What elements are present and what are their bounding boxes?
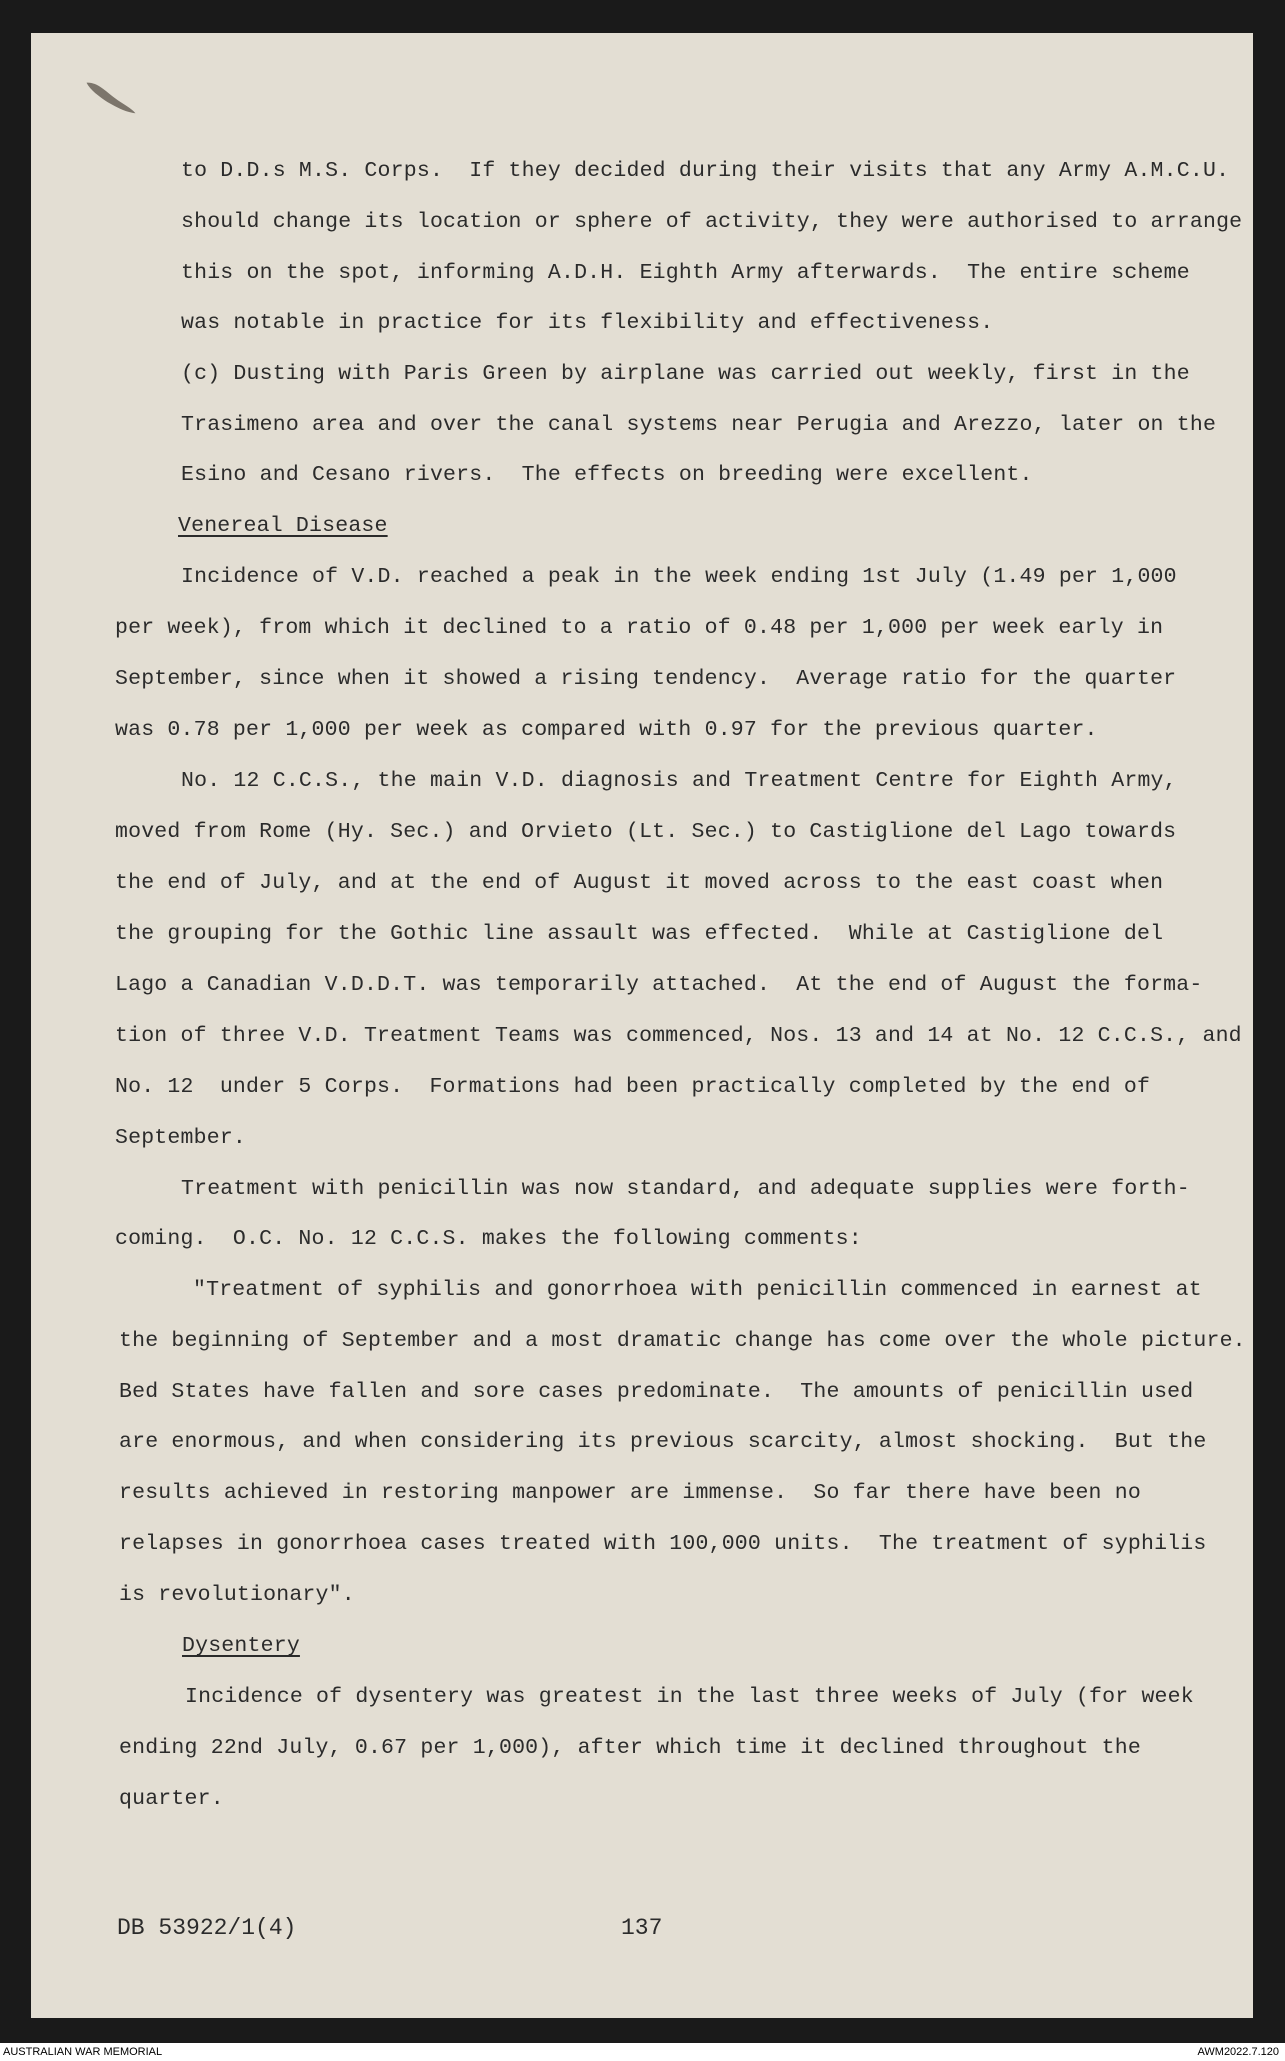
text-line: No. 12 C.C.S., the main V.D. diagnosis and Treatment Centre for Eighth Army, xyxy=(181,769,1177,793)
text-line: (c) Dusting with Paris Green by airplane was carried out weekly, first in the xyxy=(181,362,1190,386)
text-line: was notable in practice for its flexibility and effectiveness. xyxy=(181,311,994,335)
text-line: Incidence of dysentery was greatest in the last three weeks of July (for week xyxy=(185,1685,1194,1709)
institution-label: AUSTRALIAN WAR MEMORIAL xyxy=(3,2046,163,2058)
section-heading-venereal-disease: Venereal Disease xyxy=(178,514,388,538)
text-line: the end of July, and at the end of August it moved across to the east coast when xyxy=(115,871,1164,895)
quote-line: is revolutionary". xyxy=(119,1583,355,1607)
text-line: quarter. xyxy=(119,1787,224,1811)
quote-line: the beginning of September and a most dramatic change has come over the whole picture. xyxy=(119,1329,1246,1353)
section-heading-dysentery: Dysentery xyxy=(182,1634,300,1658)
text-line: coming. O.C. No. 12 C.C.S. makes the following comments: xyxy=(115,1227,862,1251)
text-line: September. xyxy=(115,1126,247,1150)
item-id-label: AWM2022.7.120 xyxy=(1197,2046,1279,2058)
document-reference: DB 53922/1(4) xyxy=(117,1915,297,1941)
quote-line: are enormous, and when considering its previous scarcity, almost shocking. But the xyxy=(119,1430,1207,1454)
text-line: No. 12 under 5 Corps. Formations had been practically completed by the end of xyxy=(115,1075,1151,1099)
text-line: ending 22nd July, 0.67 per 1,000), after which time it declined throughout the xyxy=(119,1736,1141,1760)
page-number: 137 xyxy=(621,1915,663,1941)
text-line: this on the spot, informing A.D.H. Eighth Army afterwards. The entire scheme xyxy=(181,261,1190,285)
text-line: Trasimeno area and over the canal systems near Perugia and Arezzo, later on the xyxy=(181,413,1217,437)
text-line: September, since when it showed a rising tendency. Average ratio for the quarter xyxy=(115,667,1177,691)
text-line: moved from Rome (Hy. Sec.) and Orvieto (Lt. Sec.) to Castiglione del Lago towards xyxy=(115,820,1177,844)
text-line: Treatment with penicillin was now standard, and adequate supplies were forth- xyxy=(181,1177,1190,1201)
quote-line: Bed States have fallen and sore cases predominate. The amounts of penicillin used xyxy=(119,1380,1194,1404)
quote-line: relapses in gonorrhoea cases treated with 100,000 units. The treatment of syphilis xyxy=(119,1532,1207,1556)
text-line: the grouping for the Gothic line assault was effected. While at Castiglione del xyxy=(115,922,1164,946)
text-line: per week), from which it declined to a ratio of 0.48 per 1,000 per week early in xyxy=(115,616,1164,640)
text-line: was 0.78 per 1,000 per week as compared with 0.97 for the previous quarter. xyxy=(115,718,1098,742)
quote-line: results achieved in restoring manpower are immense. So far there have been no xyxy=(119,1481,1141,1505)
quote-line: "Treatment of syphilis and gonorrhoea with penicillin commenced in earnest at xyxy=(193,1278,1202,1302)
text-line: Incidence of V.D. reached a peak in the week ending 1st July (1.49 per 1,000 xyxy=(181,565,1177,589)
archive-caption-strip xyxy=(0,2043,1285,2061)
text-line: Lago a Canadian V.D.D.T. was temporarily attached. At the end of August the forma- xyxy=(115,973,1203,997)
paper-damage-mark xyxy=(78,74,144,121)
text-line: should change its location or sphere of activity, they were authorised to arrange xyxy=(181,210,1243,234)
text-line: Esino and Cesano rivers. The effects on breeding were excellent. xyxy=(181,463,1033,487)
text-line: to D.D.s M.S. Corps. If they decided during their visits that any Army A.M.C.U. xyxy=(181,159,1230,183)
text-line: tion of three V.D. Treatment Teams was commenced, Nos. 13 and 14 at No. 12 C.C.S., and xyxy=(115,1024,1242,1048)
